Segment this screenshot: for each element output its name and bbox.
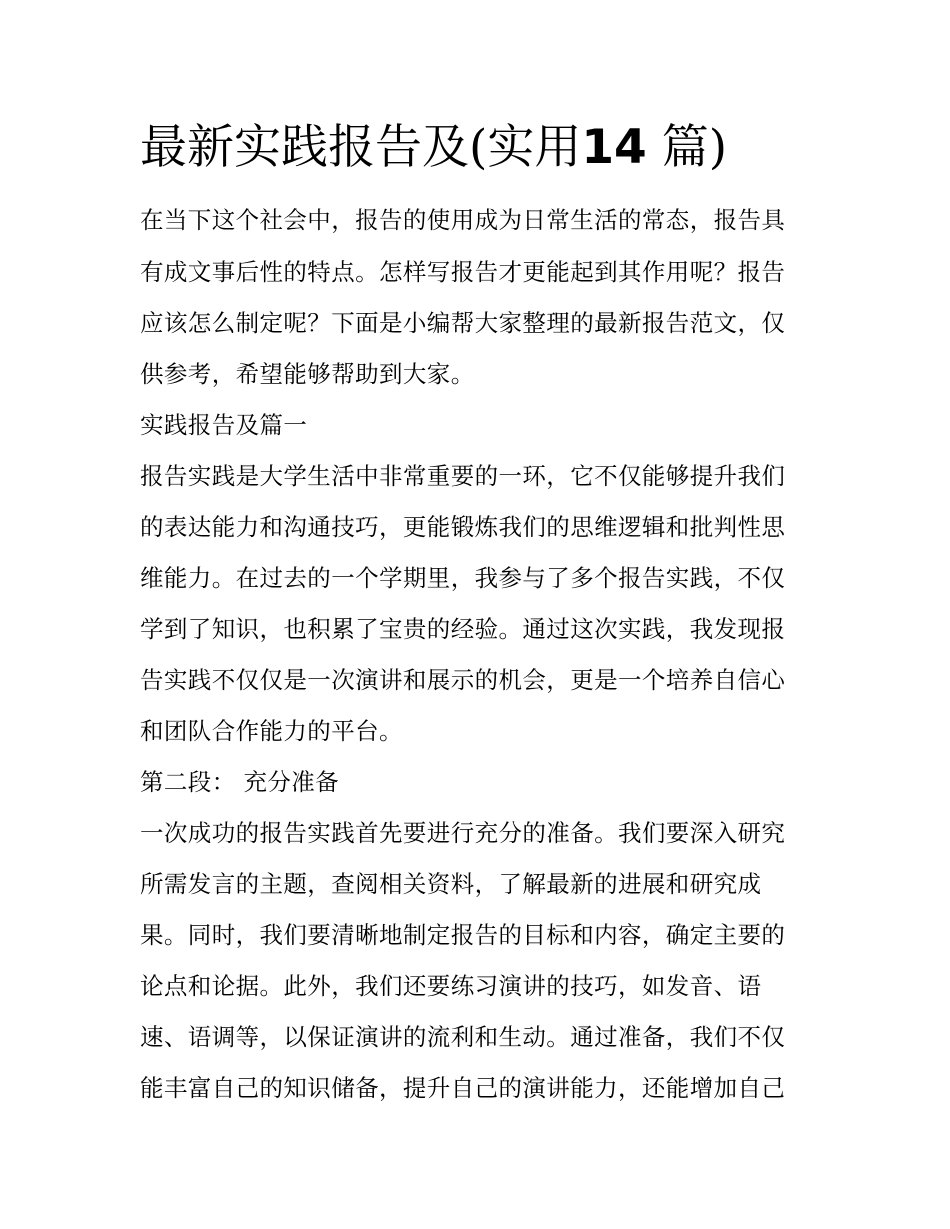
body-line-12: 能丰富自己的知识储备，提升自己的演讲能力，还能增加自己 xyxy=(140,1074,786,1102)
body-line-1: 报告实践是大学生活中非常重要的一环，它不仅能够提升我们 xyxy=(140,462,786,490)
body-line-9: 果。同时，我们要清晰地制定报告的目标和内容，确定主要的 xyxy=(140,921,786,949)
section-heading-2: 第二段： 充分准备 xyxy=(140,768,340,796)
intro-line-3: 应该怎么制定呢？下面是小编帮大家整理的最新报告范文，仅 xyxy=(140,309,786,337)
body-line-3: 维能力。在过去的一个学期里，我参与了多个报告实践，不仅 xyxy=(140,564,786,592)
intro-line-1: 在当下这个社会中，报告的使用成为日常生活的常态，报告具 xyxy=(140,206,786,234)
body-line-4: 学到了知识，也积累了宝贵的经验。通过这次实践，我发现报 xyxy=(140,615,786,643)
body-line-8: 所需发言的主题，查阅相关资料，了解最新的进展和研究成 xyxy=(140,870,762,898)
intro-line-2: 有成文事后性的特点。怎样写报告才更能起到其作用呢？报告 xyxy=(140,258,786,286)
body-line-6: 和团队合作能力的平台。 xyxy=(140,717,403,745)
title-prefix: 最新实践报告及(实用 xyxy=(140,120,582,175)
body-line-5: 告实践不仅仅是一次演讲和展示的机会，更是一个培养自信心 xyxy=(140,666,786,694)
title-suffix: 篇) xyxy=(661,120,728,175)
body-line-7: 一次成功的报告实践首先要进行充分的准备。我们要深入研究 xyxy=(140,819,786,847)
body-line-10: 论点和论据。此外，我们还要练习演讲的技巧，如发音、语 xyxy=(140,972,762,1000)
document-title xyxy=(140,112,820,184)
body-line-2: 的表达能力和沟通技巧，更能锻炼我们的思维逻辑和批判性思 xyxy=(140,513,786,541)
title-number: 14 xyxy=(581,120,647,175)
section-heading-1: 实践报告及篇一 xyxy=(140,411,308,439)
body-line-11: 速、语调等，以保证演讲的流利和生动。通过准备，我们不仅 xyxy=(140,1023,786,1051)
intro-line-4: 供参考，希望能够帮助到大家。 xyxy=(140,360,475,388)
